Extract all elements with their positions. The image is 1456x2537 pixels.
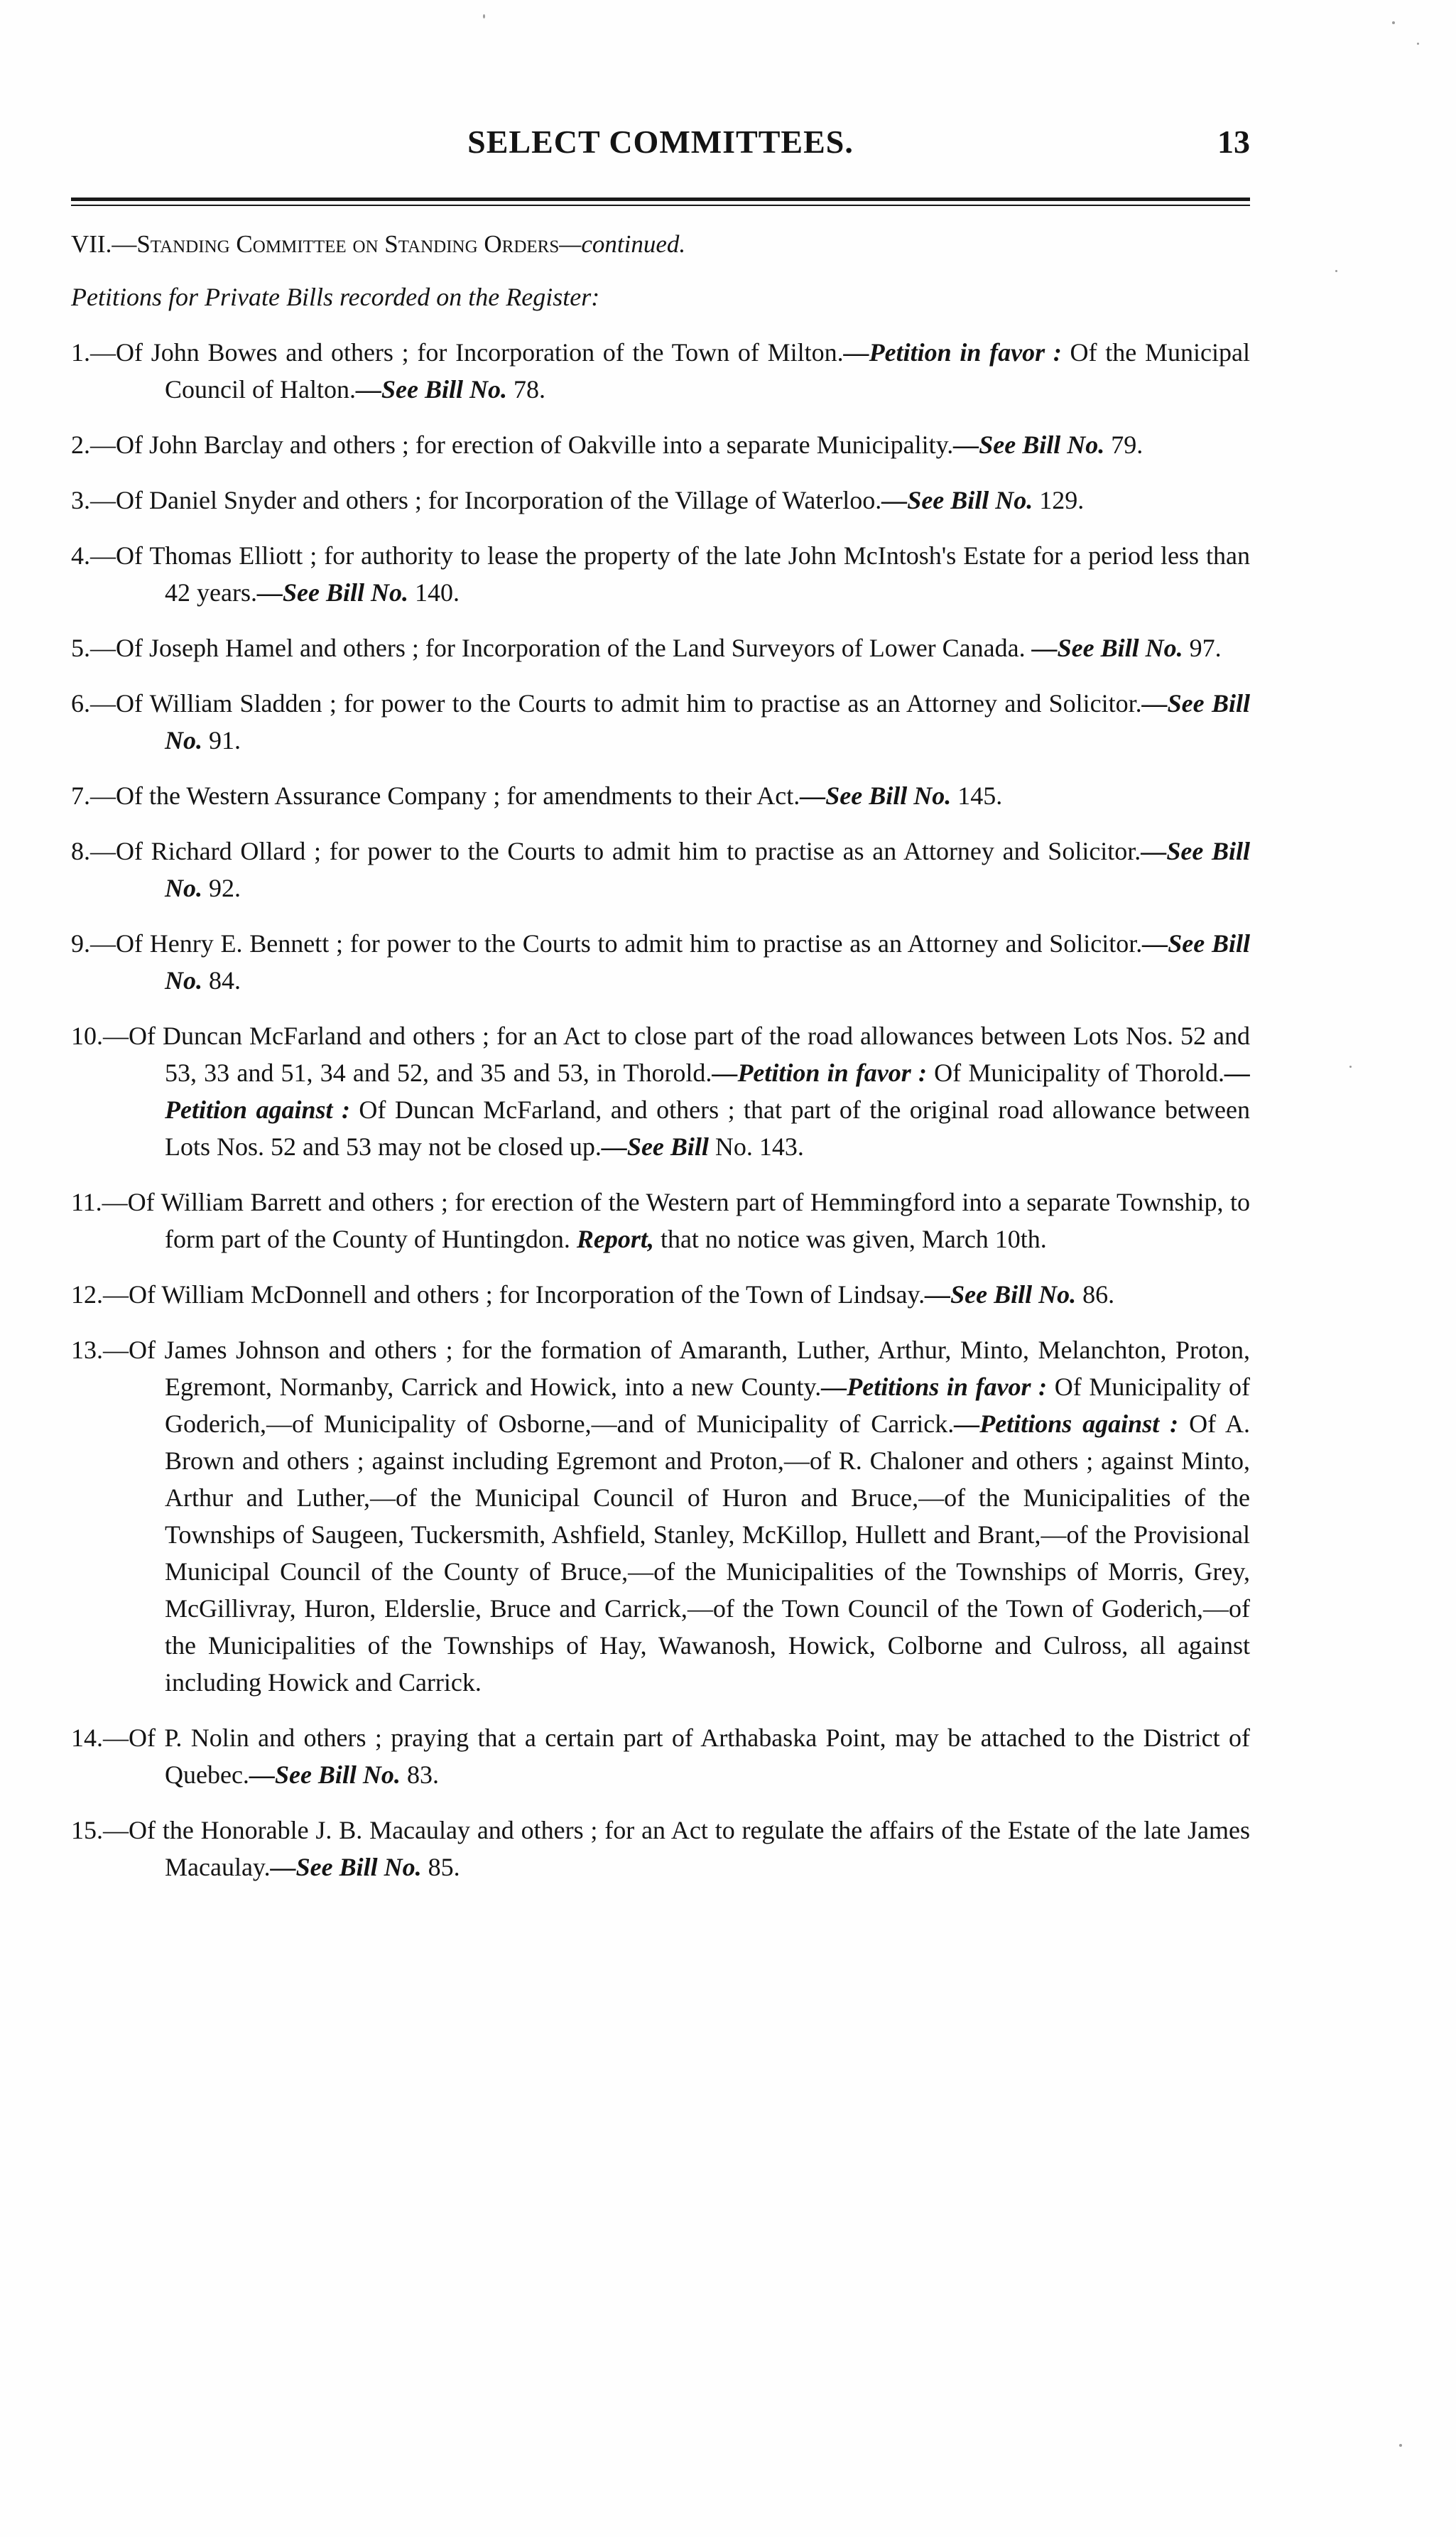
petition-text: 78. — [506, 375, 545, 404]
petition-number: 4. — [71, 541, 90, 570]
petition-reference: Report, — [576, 1225, 654, 1253]
petition-reference: —Petition against : — [165, 1059, 1250, 1124]
petition-text: 129. — [1033, 486, 1085, 514]
scan-speck — [1392, 21, 1395, 24]
petition-reference: —See Bill No. — [925, 1280, 1077, 1309]
petition-reference: —Petitions in favor : — [821, 1373, 1048, 1401]
petition-number: 14. — [71, 1724, 103, 1752]
petition-list — [71, 334, 1250, 1886]
petition-text: —Of William McDonnell and others ; for Incorporation of the Town of Lindsay. — [103, 1280, 925, 1309]
petition-item — [71, 426, 1250, 463]
petition-reference: —See Bill No. — [800, 781, 952, 810]
petition-item — [71, 925, 1250, 999]
petition-text: Of Municipality of Thorold. — [926, 1059, 1224, 1087]
petition-text: Of the Municipal Council of Halton. — [165, 338, 1250, 404]
section-heading-title: Standing Committee on Standing Orders — [136, 230, 560, 258]
petition-text: —Of William Barrett and others ; for erection of the Western part of Hemmingford into a separate Township, to form part of the County of Huntingdon. — [102, 1188, 1250, 1253]
petition-text: Of Duncan McFarland, and others ; that part of the original road allowance between Lots Nos. 52 and 53 may not be closed up. — [165, 1096, 1250, 1161]
header-rule — [71, 198, 1250, 201]
petition-text: —Of P. Nolin and others ; praying that a certain part of Arthabaska Point, may be attached to the District of Quebec. — [103, 1724, 1250, 1789]
petition-reference: —Petition in favor : — [843, 338, 1062, 367]
petition-reference: —See Bill No. — [355, 375, 507, 404]
scan-speck — [483, 14, 485, 18]
petition-item — [71, 833, 1250, 907]
petition-text: —Of Joseph Hamel and others ; for Incorporation of the Land Surveyors of Lower Canada. — [90, 634, 1026, 662]
petition-item — [71, 1276, 1250, 1313]
petition-text: Of Municipality of Goderich,—of Municipality of Osborne,—and of Municipality of Carrick. — [165, 1373, 1250, 1438]
petition-text: 83. — [400, 1760, 439, 1789]
petition-item — [71, 537, 1250, 611]
petition-text: —Of James Johnson and others ; for the formation of Amaranth, Luther, Arthur, Minto, Melanchton, Proton, Egremont, Normanby, Carrick and Howick, into a new County. — [103, 1336, 1250, 1401]
petition-item — [71, 1017, 1250, 1165]
petition-reference: —Petitions against : — [954, 1410, 1179, 1438]
petition-item — [71, 1331, 1250, 1701]
petition-reference: —See Bill No. — [1025, 634, 1183, 662]
section-heading-prefix: VII.— — [71, 230, 137, 258]
petition-number: 11. — [71, 1188, 102, 1216]
petition-reference: —See Bill No. — [270, 1853, 422, 1881]
petition-number: 12. — [71, 1280, 103, 1309]
petition-number: 6. — [71, 689, 90, 718]
petition-text: —Of John Barclay and others ; for erection of Oakville into a separate Municipality. — [90, 431, 954, 459]
petition-item — [71, 777, 1250, 814]
page-header — [71, 117, 1250, 174]
petition-text: 86. — [1076, 1280, 1115, 1309]
petition-text: —Of Richard Ollard ; for power to the Courts to admit him to practise as an Attorney and Solicitor. — [90, 837, 1141, 865]
register-subheading: Petitions for Private Bills recorded on the Register: — [71, 283, 600, 311]
running-title: SELECT COMMITTEES. — [467, 124, 854, 160]
petition-text: 145. — [951, 781, 1003, 810]
scan-speck — [1417, 43, 1419, 45]
petition-number: 3. — [71, 486, 90, 514]
petition-text: —Of Thomas Elliott ; for authority to lease the property of the late John McIntosh's Estate for a period less than 42 years. — [90, 541, 1250, 607]
page-body — [71, 226, 1250, 1904]
petition-text: 140. — [408, 578, 460, 607]
petition-reference: —See Bill No. — [165, 837, 1251, 902]
petition-number: 1. — [71, 338, 90, 367]
petition-text: 97. — [1183, 634, 1222, 662]
petition-reference: —See Bill No. — [165, 929, 1251, 995]
petition-item — [71, 1719, 1250, 1793]
petition-number: 2. — [71, 431, 90, 459]
petition-text: 85. — [421, 1853, 460, 1881]
page-number: 13 — [1217, 124, 1250, 160]
petition-text: —Of John Bowes and others ; for Incorporation of the Town of Milton. — [90, 338, 844, 367]
petition-item — [71, 1184, 1250, 1257]
petition-reference: —See Bill No. — [165, 689, 1250, 754]
petition-item — [71, 629, 1250, 666]
petition-number: 9. — [71, 929, 90, 958]
petition-text: 92. — [202, 874, 241, 902]
petition-text: that no notice was given, March 10th. — [653, 1225, 1047, 1253]
scan-speck — [1335, 270, 1337, 272]
scan-speck — [1349, 1066, 1352, 1068]
petition-text: 84. — [202, 966, 241, 995]
petition-text: —Of Daniel Snyder and others ; for Incorporation of the Village of Waterloo. — [90, 486, 882, 514]
petition-number: 10. — [71, 1022, 103, 1050]
section-heading — [71, 226, 1250, 263]
header-rule-thin — [71, 205, 1250, 206]
petition-reference: —See Bill No. — [953, 431, 1105, 459]
petition-number: 7. — [71, 781, 90, 810]
petition-number: 15. — [71, 1816, 103, 1844]
petition-number: 13. — [71, 1336, 103, 1364]
petition-item — [71, 482, 1250, 519]
petition-reference: —See Bill No. — [256, 578, 408, 607]
petition-text: Of A. Brown and others ; against including Egremont and Proton,—of R. Chaloner and others ; against Minto, Arthur and Luther,—of the Municipal Council of Huron and Bruce,—of the Municipalities of the Townships of Saugeen, Tuckersmith, Ashfield, Stanley, McKillop, Hullett and Brant,—of the Provisional Municipal Council of the County of Bruce,—of the Municipalities of the Townships of Morris, Grey, McGillivray, Huron, Elderslie, Bruce and Carrick,—of the Town Council of the Town of Goderich,—of the Municipalities of the Townships of Hay, Wawanosh, Howick, Colborne and Culross, all against including Howick and Carrick. — [165, 1410, 1250, 1697]
petition-text: —Of the Honorable J. B. Macaulay and others ; for an Act to regulate the affairs of the Estate of the late James Macaulay. — [103, 1816, 1250, 1881]
petition-item — [71, 1812, 1250, 1886]
petition-item — [71, 334, 1250, 408]
petition-number: 5. — [71, 634, 90, 662]
petition-text: —Of Henry E. Bennett ; for power to the Courts to admit him to practise as an Attorney and Solicitor. — [90, 929, 1143, 958]
petition-text: 79. — [1104, 431, 1143, 459]
petition-reference: —See Bill No. — [881, 486, 1033, 514]
petition-reference: —See Bill — [601, 1132, 709, 1161]
section-heading-suffix: —continued. — [559, 230, 686, 258]
petition-reference: —See Bill No. — [249, 1760, 401, 1789]
scan-speck — [1399, 2444, 1402, 2447]
petition-reference: —Petition in favor : — [712, 1059, 927, 1087]
petition-number: 8. — [71, 837, 90, 865]
petition-item — [71, 685, 1250, 759]
petition-text: —Of Duncan McFarland and others ; for an Act to close part of the road allowances between Lots Nos. 52 and 53, 33 and 51, 34 and 52, and 35 and 53, in Thorold. — [103, 1022, 1250, 1087]
petition-text: 91. — [202, 726, 241, 754]
petition-text: —Of the Western Assurance Company ; for amendments to their Act. — [90, 781, 800, 810]
petition-text: No. 143. — [708, 1132, 804, 1161]
petition-text: —Of William Sladden ; for power to the Courts to admit him to practise as an Attorney and Solicitor. — [90, 689, 1142, 718]
